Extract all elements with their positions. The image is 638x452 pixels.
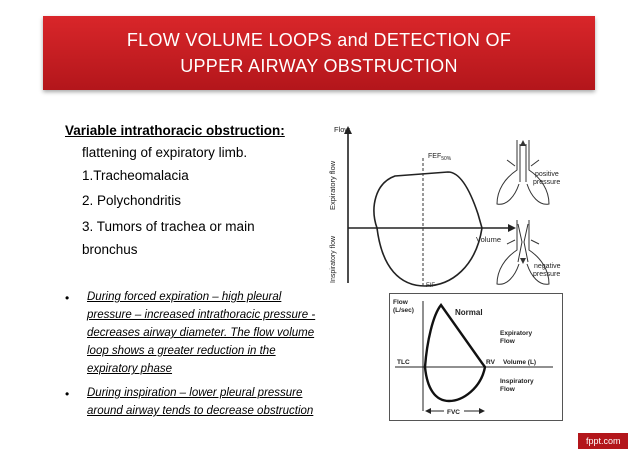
bullet2-line: around airway tends to decrease obstruction [87, 405, 314, 417]
inspiratory-flow-label: Inspiratory flow [330, 235, 337, 283]
bullet1-line: loop shows a greater reduction in the [87, 345, 276, 357]
volume-label: Volume (L) [503, 359, 537, 366]
negative-pressure-label-2: pressure [533, 271, 561, 278]
description-line: 1.Tracheomalacia [82, 168, 189, 183]
expiratory-flow-label-1: Expiratory [500, 330, 533, 337]
bullet1-line: decreases airway diameter. The flow volume [87, 327, 315, 339]
fvc-label: FVC [447, 409, 460, 416]
negative-pressure-label-1: negative [534, 263, 561, 270]
inspiratory-flow-label-1: Inspiratory [500, 378, 534, 385]
fef-text: FEF [428, 153, 442, 160]
title-line-1: FLOW VOLUME LOOPS and DETECTION OF [126, 30, 512, 50]
positive-pressure-label-1: positive [535, 171, 559, 178]
bullet2-line: During inspiration – lower pleural pressure [87, 387, 303, 399]
positive-pressure-label-2: pressure [533, 179, 561, 186]
bullet-marker: • [65, 291, 70, 305]
bullet1-line: expiratory phase [87, 363, 173, 375]
expiratory-flow-label-2: Flow [500, 338, 515, 345]
rv-label: RV [486, 359, 495, 366]
fif-label: FIF [426, 283, 435, 288]
description-line: bronchus [82, 242, 138, 257]
description-line: 2. Polychondritis [82, 193, 182, 208]
normal-label: Normal [455, 308, 483, 317]
tlc-label: TLC [397, 359, 410, 366]
normal-loop-diagram [389, 293, 563, 421]
flow-label: Flow [393, 299, 408, 306]
title-line-2: UPPER AIRWAY OBSTRUCTION [180, 56, 458, 76]
title-bar [43, 16, 595, 90]
section-heading: Variable intrathoracic obstruction: [65, 123, 285, 138]
inspiratory-flow-label-2: Flow [500, 386, 515, 393]
bullet1-line: pressure – increased intrathoracic pressure - [87, 309, 316, 321]
description-line: 3. Tumors of trachea or main [82, 219, 255, 234]
volume-label: Volume [476, 235, 502, 244]
flow-volume-diagram [320, 118, 575, 288]
footer-strip [0, 432, 638, 452]
description-line: flattening of expiratory limb. [82, 145, 248, 160]
bullet-marker: • [65, 387, 70, 401]
fef-subscript: 50% [441, 156, 452, 162]
flow-axis-label: Flow [334, 125, 350, 134]
footer-logo-text: fppt.com [586, 436, 621, 446]
bullet1-line: During forced expiration – high pleural [87, 291, 282, 303]
flow-unit-label: (L/sec) [393, 307, 414, 314]
expiratory-flow-label: Expiratory flow [328, 160, 337, 210]
